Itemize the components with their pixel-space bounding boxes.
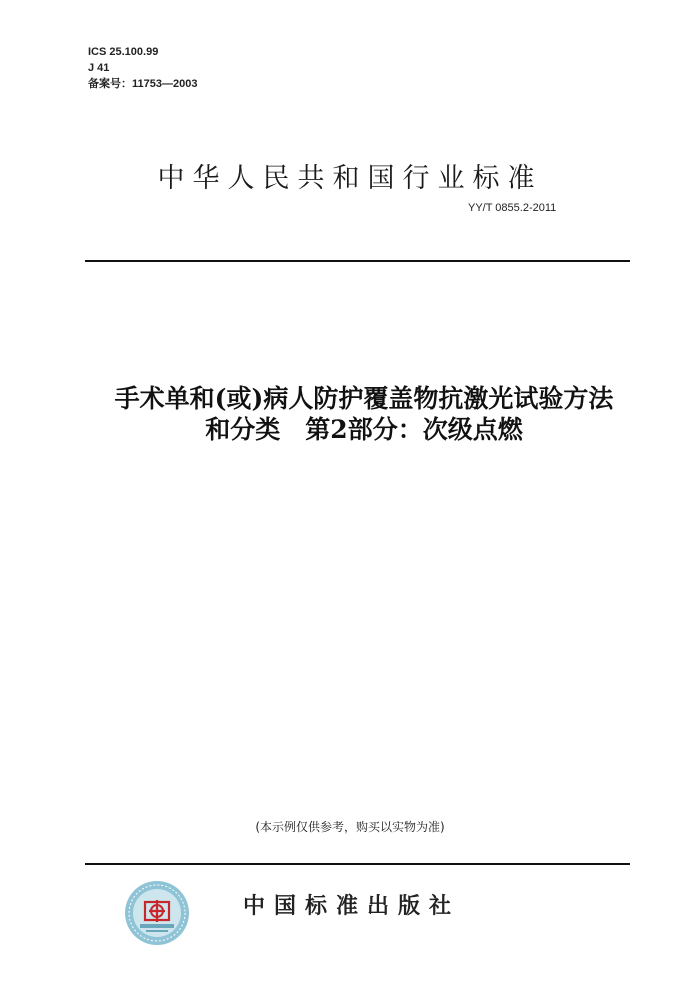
- publisher-seal-icon: [124, 880, 190, 946]
- document-title-line-2: 和分类 第2部分：次级点燃: [205, 415, 523, 444]
- ccs-code: J 41: [88, 62, 110, 74]
- bottom-divider: [85, 863, 630, 865]
- sample-disclaimer: (本示例仅供参考，购买以实物为准): [255, 820, 445, 834]
- publisher-name: 中国标准出版社: [243, 894, 461, 919]
- document-title-line-1: 手术单和(或)病人防护覆盖物抗激光试验方法: [114, 384, 614, 413]
- ics-code: ICS 25.100.99: [88, 46, 159, 58]
- seal-banner: [140, 924, 174, 928]
- standard-type-heading: 中华人民共和国行业标准: [157, 163, 543, 194]
- top-divider: [85, 260, 630, 262]
- seal-lettering: [146, 930, 168, 932]
- record-number: 备案号：11753—2003: [88, 78, 198, 90]
- classification-block: [88, 44, 197, 92]
- standard-code: YY/T 0855.2-2011: [468, 202, 557, 214]
